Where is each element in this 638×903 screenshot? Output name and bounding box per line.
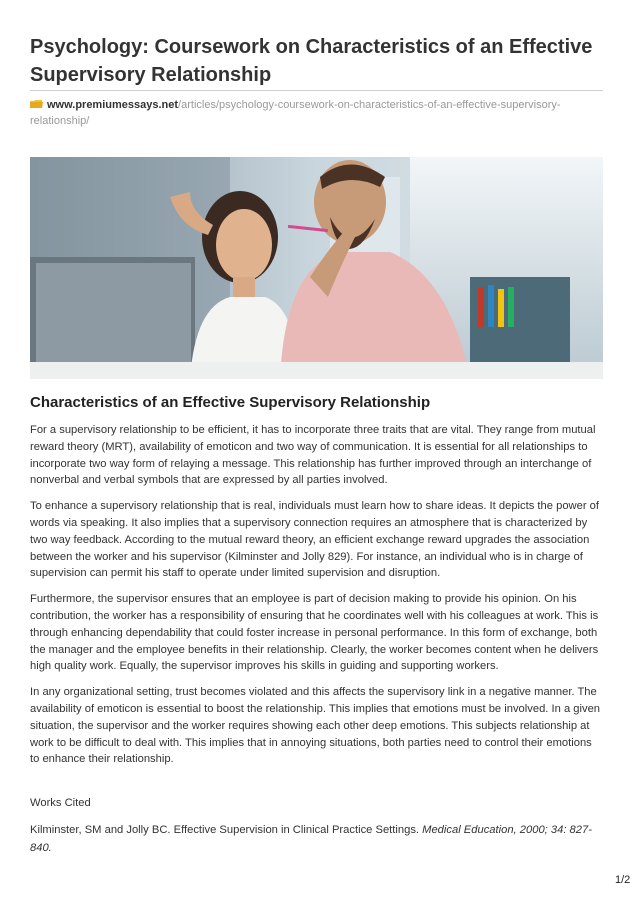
source-url[interactable] — [30, 98, 603, 129]
hero-photo — [30, 157, 603, 379]
citation — [30, 821, 603, 857]
source-path[interactable]: /articles/psychology-coursework-on-characteristics-of-an-effective-supervisory-relationship/ — [30, 99, 561, 127]
article-body — [30, 422, 603, 777]
citation-authors: Kilminster, SM and Jolly BC. Effective Supervision in Clinical Practice Settings. — [30, 824, 420, 836]
paragraph: For a supervisory relationship to be efficient, it has to incorporate three traits that are vital. They range from mutual reward theory (MRT), availability of emoticon and two way of communication. It is essential for all relationships to incorporate two way form of relaying a message. This relationship has further improved through an interchange of nonverbal and verbal symbols that are expressed by all parties involved. — [30, 424, 596, 487]
citation-journal: Medical Education, 2000; 34: 827-840. — [30, 824, 592, 854]
page-title: Psychology: Coursework on Characteristics of an Effective Supervisory Relationship — [30, 36, 593, 86]
folder-icon — [30, 99, 43, 114]
paragraph: Furthermore, the supervisor ensures that an employee is part of decision making to provide his opinion. On his contribution, the worker has a responsibility of ensuring that he coordinates well with his colleagues at work. This is through enhancing dependability that could foster increase in personal performance. In this form of exchange, both the manager and the employee benefits in their relationship. Clearly, the worker becomes content when he delivers high quality work. Equally, the supervisor improves his skills in guiding and supporting workers. — [30, 593, 599, 673]
section-heading: Characteristics of an Effective Supervisory Relationship — [30, 394, 431, 411]
paragraph: In any organizational setting, trust becomes violated and this affects the supervisory link in a negative manner. The availability of emoticon is essential to boost the relationship. This implies that emotions must be involved. In a given situation, the supervisor and the worker requires showing each other deep emotions. This subjects relationship at work to be difficult to deal with. This implies that in annoying situations, both parties need to control their emotions to enhance their relationship. — [30, 686, 601, 766]
paragraph: To enhance a supervisory relationship that is real, individuals must learn how to share ideas. It depicts the power of words via speaking. It also implies that a supervisory connection requires an atmosphere that is characterized by two way feedback. According to the mutual reward theory, an efficient exchange reward upgrades the association between the worker and his supervisor (Kilminster and Jolly 829). For instance, an individual who is in charge of supervision can permit his staff to operate under limited supervision and disruption. — [30, 500, 600, 580]
title-divider — [30, 90, 603, 91]
page-number: 1/2 — [615, 874, 631, 886]
works-cited-label: Works Cited — [30, 797, 91, 809]
source-domain[interactable]: www.premiumessays.net — [47, 99, 179, 111]
